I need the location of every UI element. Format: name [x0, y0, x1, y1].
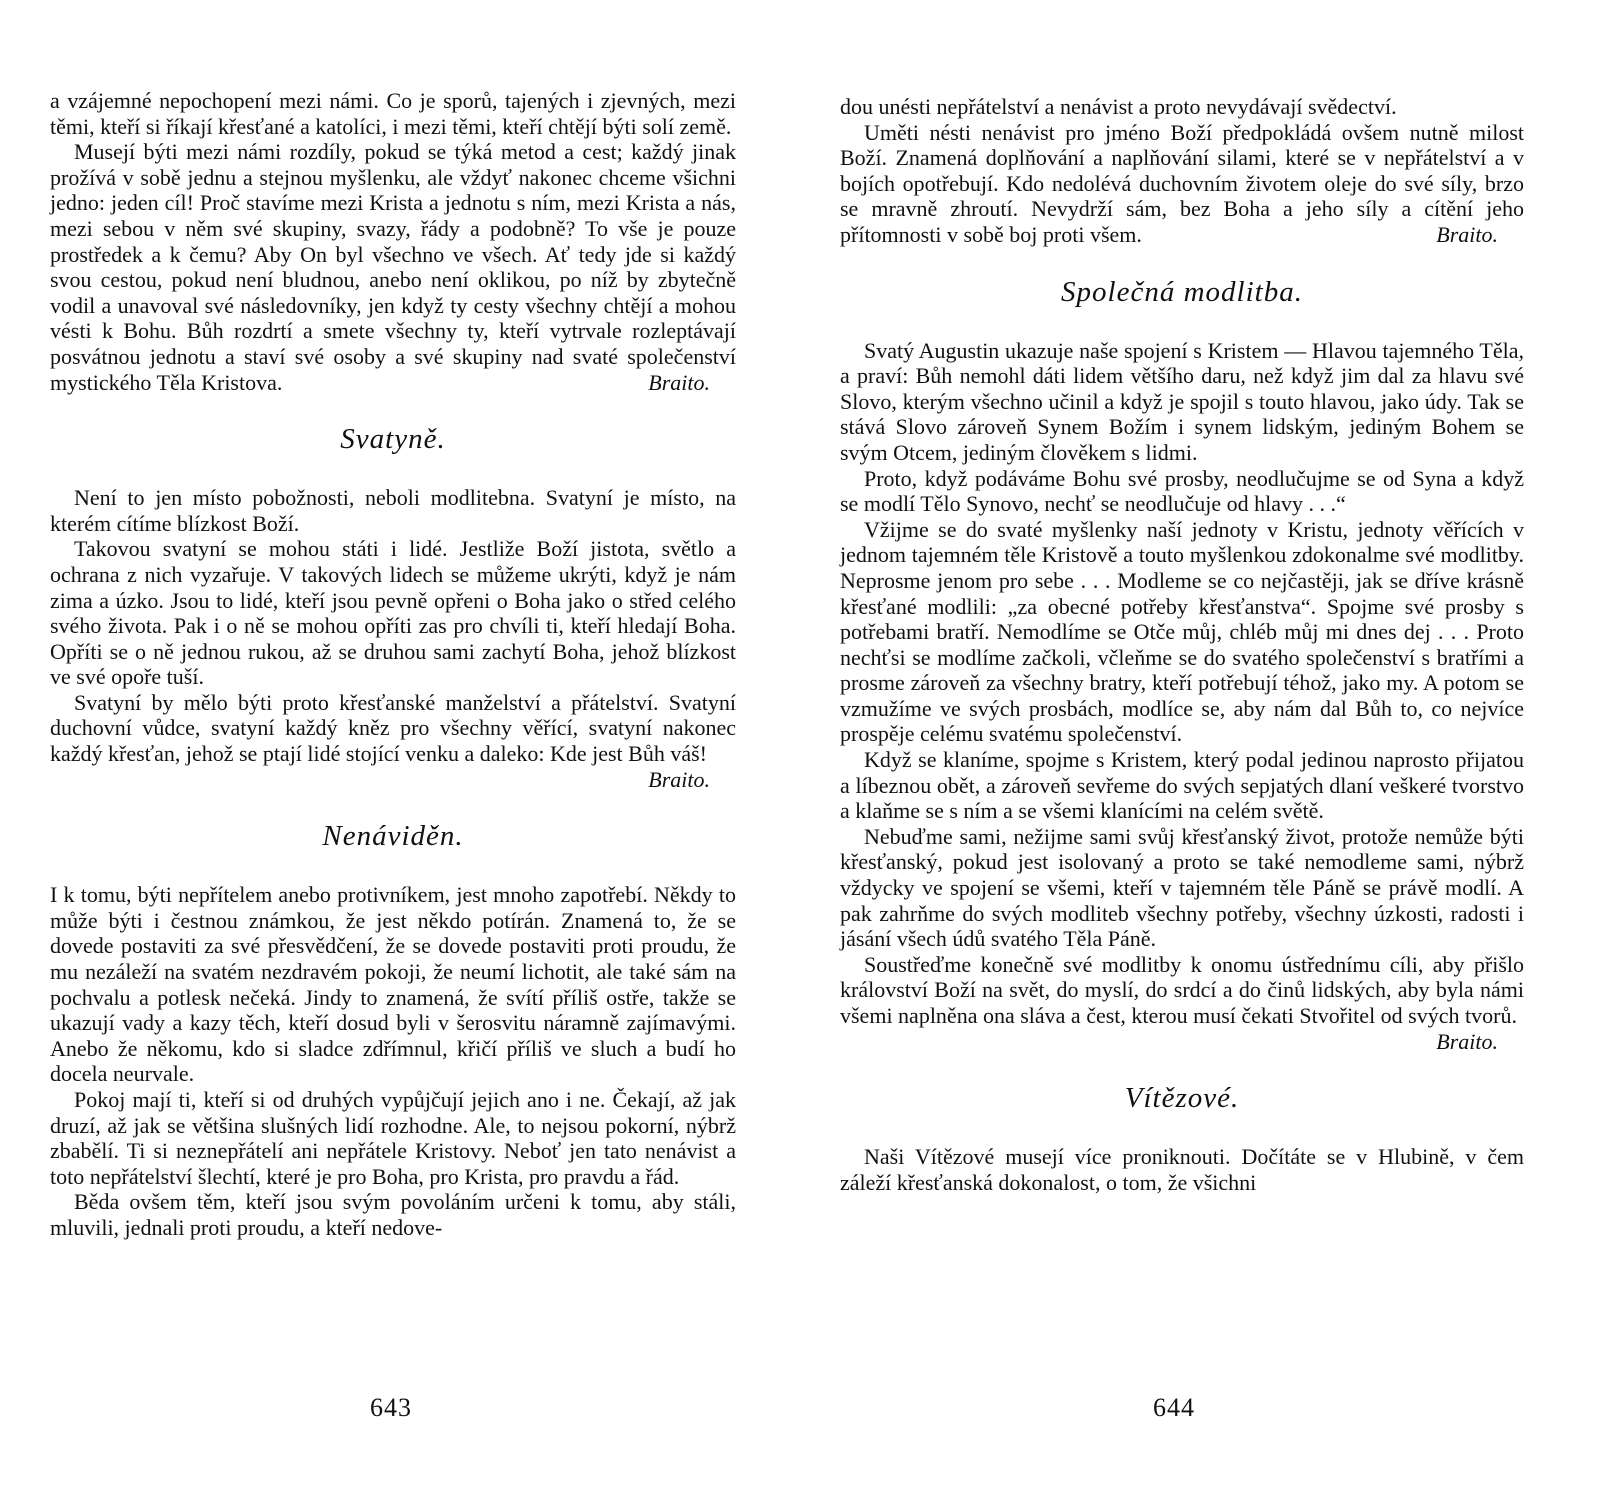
- section-title: Nenáviděn.: [322, 820, 464, 853]
- signature: Braito.: [1436, 1028, 1498, 1054]
- paragraph: dou unésti nepřátelství a nenávist a proto nevydávají svědectví.: [840, 94, 1397, 119]
- section-title: Společná modlitba.: [1061, 275, 1303, 308]
- paragraph: Vžijme se do svaté myšlenky naší jednoty v Kristu, jednoty věřících v jednom tajemném těle Kristově a touto myšlenkou zdokonalme své modlitby. Neprosme jenom pro sebe . . . Modleme se co nejčastěji, jak se dříve krásně křesťané modlili: „za obecné potřeby křesťanstva“. Spojme své prosby s potřebami bratří. Nemodlíme se Otče můj, chléb můj mi dnes dej . . . Proto nechťsi se modlíme začkoli, včleňme se do svatého společenství s bratřími a prosme zároveň za všechny bratry, kteří potřebují téhož, jako my. A potom se vzmužíme ve svých prosbách, modlíce se, aby nám dal Bůh to, co nejvíce prospěje celému svatému společenství.: [840, 516, 1524, 747]
- paragraph: Musejí býti mezi námi rozdíly, pokud se týká metod a cest; každý jinak prožívá v sobě jednu a stejnou myšlenku, ale vždyť nakonec chceme všichni jedno: jeden cíl! Proč stavíme mezi Krista a jednotu s ním, mezi Krista a nás, mezi sebou v něm své skupiny, svazy, řády a podobně? To vše je pouze prostředek a k čemu? Aby On byl všechno ve všech. Ať tedy jde si každý svou cestou, pokud není bludnou, anebo není oklikou, po níž by zbytečně vodil a unavoval své následovníky, jen když ty cesty všechny chtějí a mohou vésti k Bohu. Bůh rozdrtí a smete všechny ty, kteří vytrvale rozleptávají posvátnou jednotu a staví své osoby a své skupiny nad svaté společenství mystického Těla Kristova. Braito.: [50, 139, 736, 395]
- paragraph: a vzájemné nepochopení mezi námi. Co je sporů, tajených i zjevných, mezi těmi, kteří si říkají křesťané a katolíci, i mezi těmi, kteří chtějí býti solí země.: [50, 88, 736, 139]
- paragraph: Svatyní by mělo býti proto křesťanské manželství a přátelství. Svatyní duchovní vůdce, svatyní každý kněz pro všechny věřící, svatyní nakonec každý křesťan, jehož se ptají lidé stojící venku a daleko: Kde jest Bůh váš! Braito.: [50, 689, 736, 792]
- signature: Braito.: [1436, 221, 1498, 247]
- page-number: 644: [1153, 1393, 1195, 1422]
- paragraph: Běda ovšem těm, kteří jsou svým povoláním určeni k tomu, aby stáli, mluvili, jednali proti proudu, a kteří nedove-: [50, 1189, 736, 1240]
- paragraph: Není to jen místo pobožnosti, neboli modlitebna. Svatyní je místo, na kterém cítíme blízkost Boží.: [50, 485, 736, 536]
- signature: Braito.: [648, 369, 710, 395]
- paragraph: I k tomu, býti nepřítelem anebo protivníkem, jest mnoho zapotřebí. Někdy to může býti i čestnou známkou, že jest někdo potírán. Znamená to, že se dovede postaviti za své přesvědčení, že se dovede postaviti proti proudu, že mu nezáleží na svatém nezdravém pokoji, že neumí lichotit, ale také sám na pochvalu a potlesk nečeká. Jindy to znamená, že svítí příliš ostře, takže se ukazují vady a kazy těch, kteří dosud byli v šerosvitu náramně zajímavými. Anebo že někomu, kdo si sladce zdřímnul, křičí příliš ve sluch a budí ho docela neurvale.: [50, 882, 736, 1087]
- signature: Braito.: [648, 766, 710, 792]
- right-page: [840, 94, 1524, 1195]
- paragraph: Proto, když podáváme Bohu své prosby, neodlučujme se od Syna a když se modlí Tělo Synovo, nechť se neodlučuje od hlavy . . .“: [840, 465, 1524, 517]
- section-title: Svatyně.: [340, 423, 446, 456]
- left-page: [50, 88, 736, 1241]
- paragraph: Soustřeďme konečně své modlitby k onomu ústřednímu cíli, aby přišlo království Boží na svět, do myslí, do srdcí a do činů lidských, aby byla námi všemi naplněna ona sláva a čest, kterou musí čekati Stvořitel od svých tvorů. Braito.: [840, 951, 1524, 1054]
- paragraph: Svatý Augustin ukazuje naše spojení s Kristem — Hlavou tajemného Těla, a praví: Bůh nemohl dáti lidem většího daru, než když jim dal za hlavu své Slovo, kterým všechno učinil a když je spojil s touto hlavou, jako údy. Tak se stává Slovo zároveň Synem Božím i synem lidským, jediným Bohem se svým Otcem, jediným člověkem s lidmi.: [840, 337, 1524, 465]
- paragraph: Uměti nésti nenávist pro jméno Boží předpokládá ovšem nutně milost Boží. Znamená doplňování a naplňování silami, které se v nepřátelství a v bojích opotřebují. Kdo nedolévá duchovním životem oleje do své síly, brzo se mravně zhroutí. Nevydrží sám, bez Boha a jeho síly a cítění jeho přítomnosti v sobě boj proti všem. Braito.: [840, 119, 1524, 247]
- section-title: Vítězové.: [1124, 1082, 1240, 1115]
- page-number: 643: [370, 1393, 412, 1422]
- paragraph: Pokoj mají ti, kteří si od druhých vypůjčují jejich ano i ne. Čekají, až jak druzí, až jak se většina slušných lidí rozhodne. Ale, to nejsou pokorní, nýbrž zbabělí. Ti si neznepřátelí ani nepřátele Kristovy. Neboť jen tato nenávist a toto nepřátelství šlechtí, které je pro Boha, pro Krista, pro pravdu a řád.: [50, 1087, 736, 1189]
- paragraph: Naši Vítězové musejí více proniknouti. Dočítáte se v Hlubině, v čem záleží křesťanská dokonalost, o tom, že všichni: [840, 1144, 1524, 1195]
- paragraph: Když se klaníme, spojme s Kristem, který podal jedinou naprosto přijatou a líbeznou obět, a zároveň sevřeme do svých sepjatých dlaní veškeré tvorstvo a klaňme se s ním a se všemi klanícími na celém světě.: [840, 747, 1524, 824]
- paragraph: Takovou svatyní se mohou státi i lidé. Jestliže Boží jistota, světlo a ochrana z nich vyzařuje. V takových lidech se můžeme ukrýti, když je nám zima a úzko. Jsou to lidé, kteří jsou pevně opřeni o Boha jako o střed celého svého života. Pak i o ně se mohou opříti zas pro chvíli ti, kteří hledají Boha. Opříti se o ně jednou rukou, až se druhou sami zachytí Boha, jehož blízkost ve své opoře tuší.: [50, 536, 736, 690]
- paragraph: Nebuďme sami, nežijme sami svůj křesťanský život, protože nemůže býti křesťanský, pokud jest isolovaný a proto se také nemodleme sami, nýbrž vždycky ve spojení se všemi, kteří v tajemném těle Páně se právě modlí. A pak zahrňme do svých modliteb všechny potřeby, všechny úzkosti, radosti i jásání všech údů svatého Těla Páně.: [840, 823, 1524, 952]
